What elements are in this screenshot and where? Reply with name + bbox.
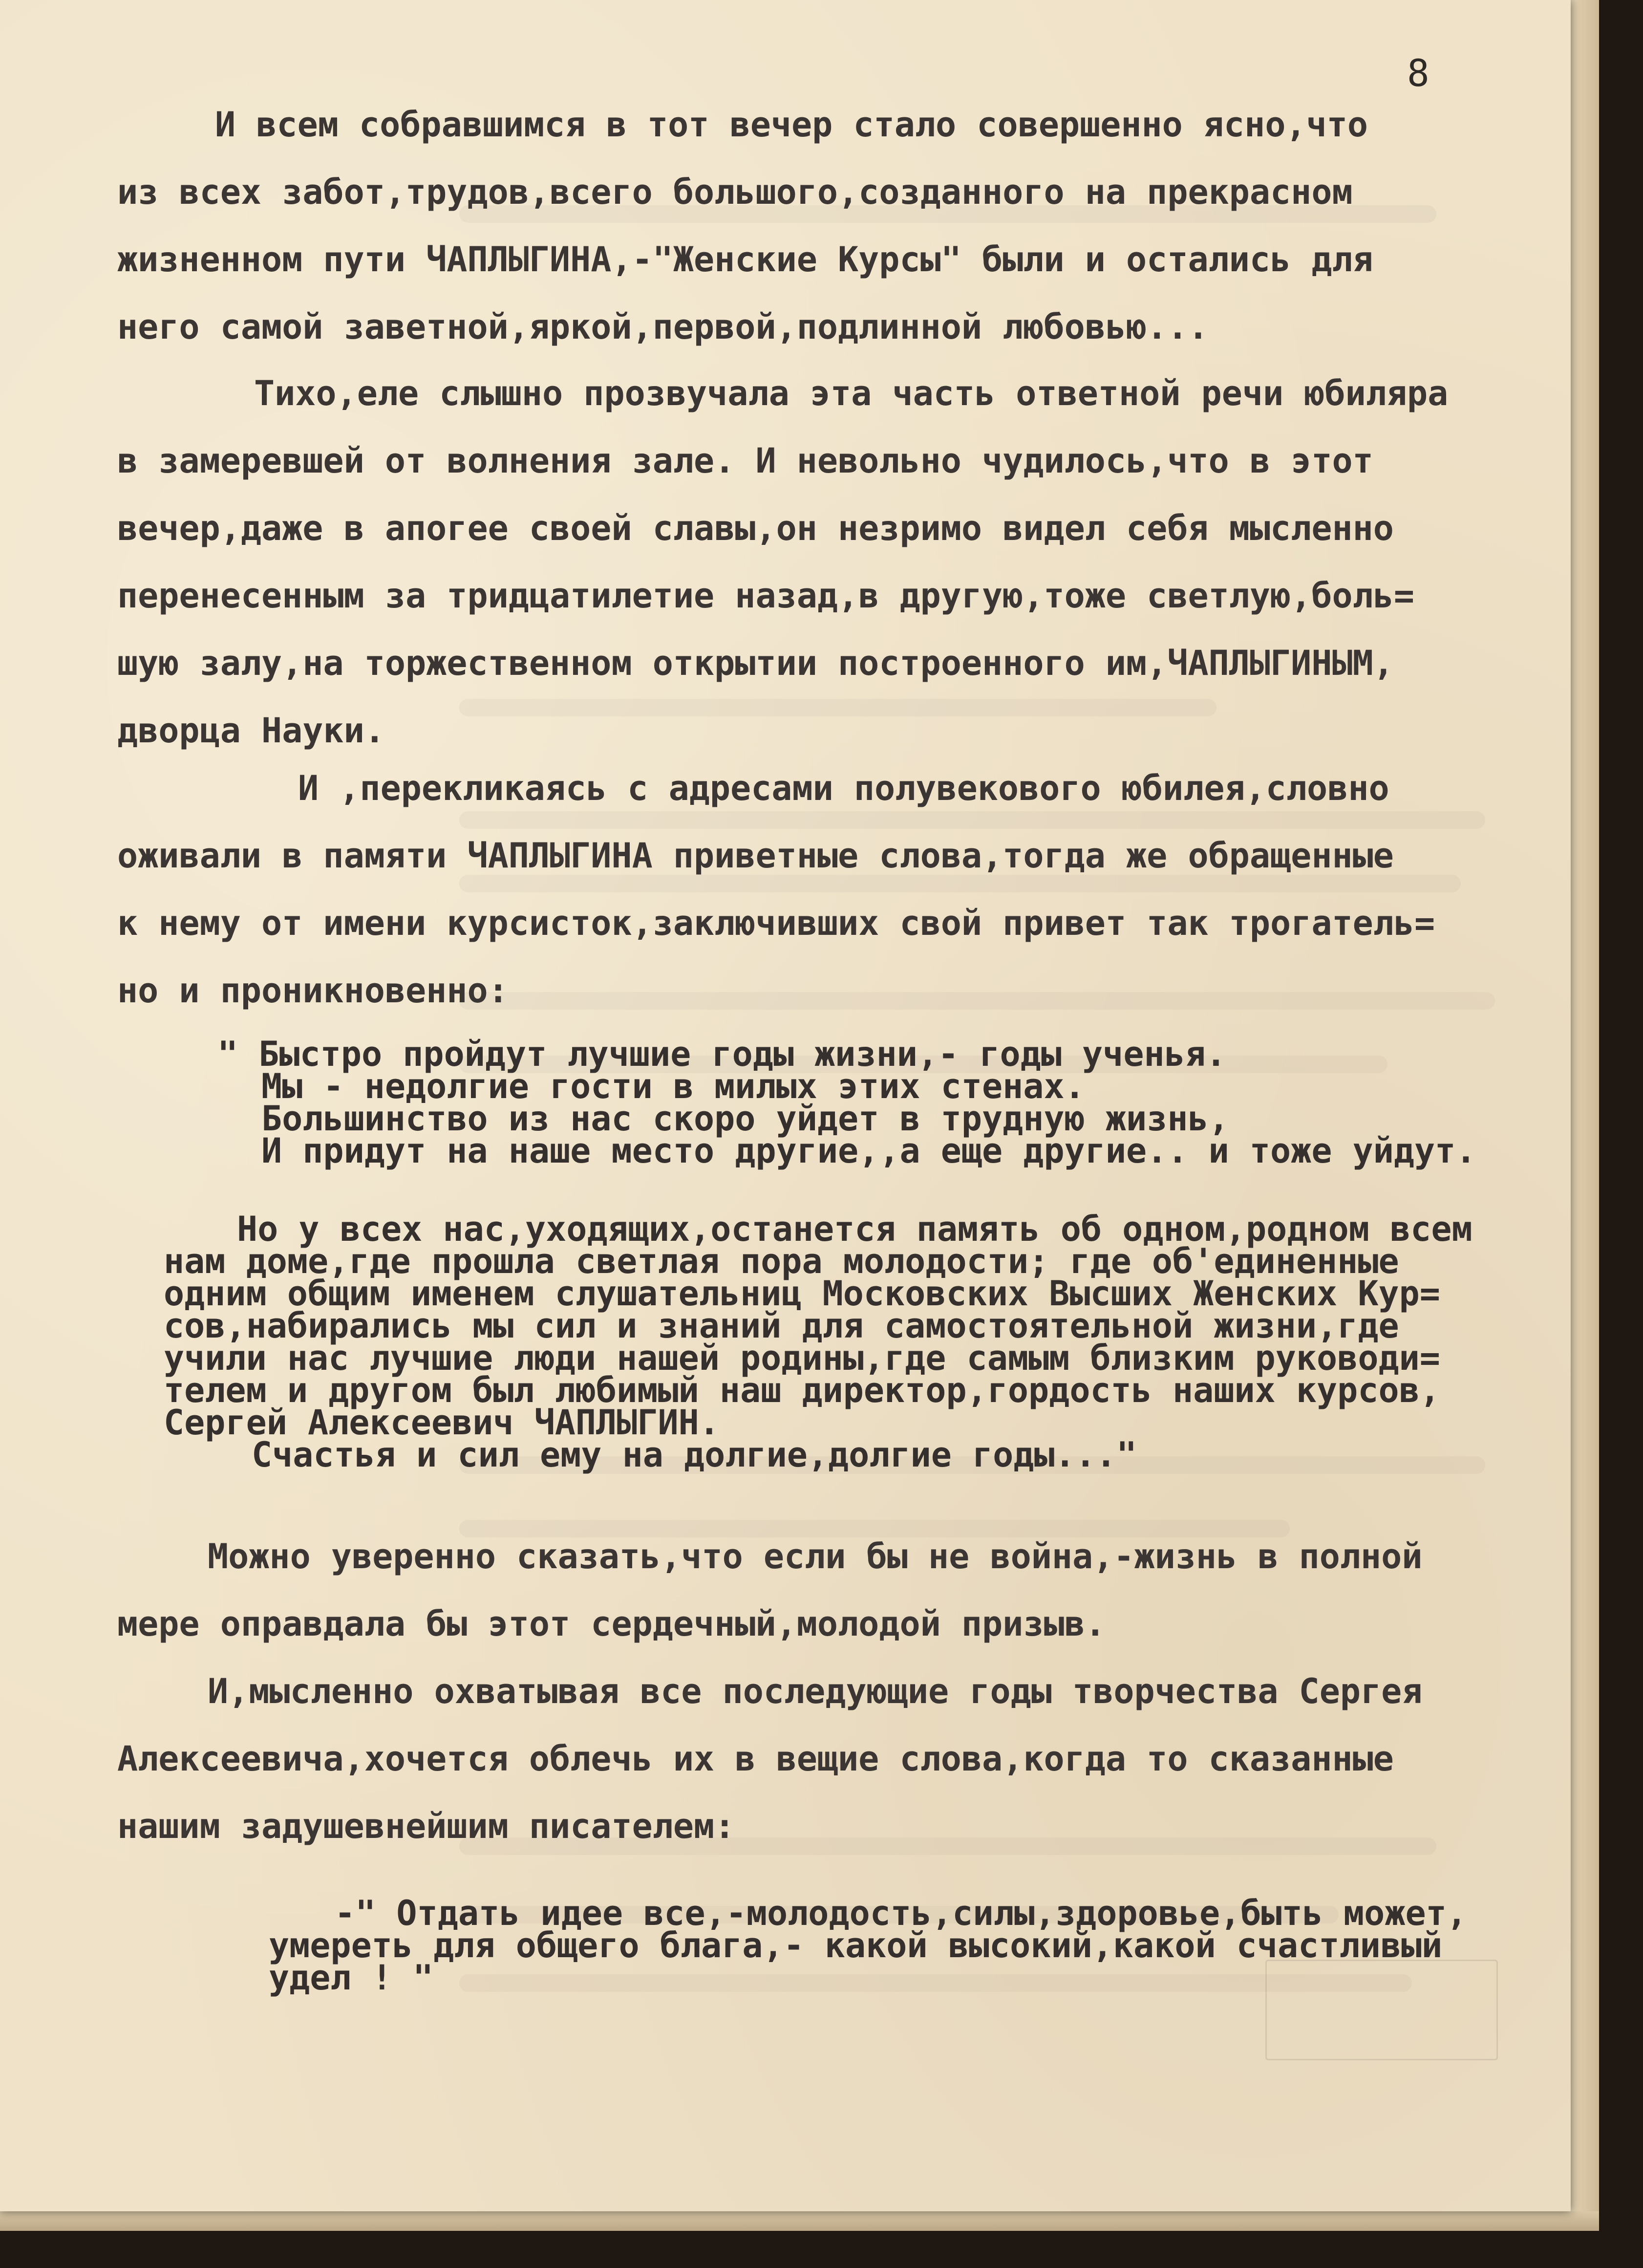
- quote-3-line-3: удел ! ": [269, 1958, 434, 1998]
- paragraph-2-line-1: Тихо,еле слышно прозвучала эта часть ответной речи юбиляра: [254, 373, 1449, 413]
- quote-2-line-8: Счастья и сил ему на долгие,долгие годы...": [252, 1435, 1137, 1475]
- paragraph-1-line-4: него самой заветной,яркой,первой,подлинной любовью...: [117, 307, 1209, 347]
- paragraph-2-line-5: шую залу,на торжественном открытии построенного им,ЧАПЛЫГИНЫМ,: [117, 643, 1394, 683]
- quote-3-line-1: -" Отдать идее все,-молодость,силы,здоровье,быть может,: [335, 1893, 1467, 1933]
- paragraph-2-line-4: перенесенным за тридцатилетие назад,в другую,тоже светлую,боль=: [117, 576, 1415, 616]
- page-edge-bottom: [0, 2211, 1599, 2231]
- paragraph-3-line-2: оживали в памяти ЧАПЛЫГИНА приветные слова,тогда же обращенные: [117, 836, 1394, 876]
- paragraph-3-line-3: к нему от имени курсисток,заключивших свой привет так трогатель=: [117, 903, 1435, 943]
- quote-2-line-7: Сергей Алексеевич ЧАПЛЫГИН.: [164, 1403, 720, 1443]
- paragraph-2-line-2: в замеревшей от волнения зале. И невольно чудилось,что в этот: [117, 441, 1373, 481]
- quote-2-line-4: сов,набирались мы сил и знаний для самостоятельной жизни,где: [164, 1306, 1399, 1346]
- paragraph-5-line-2: Алексеевича,хочется облечь их в вещие слова,когда то сказанные: [117, 1739, 1394, 1779]
- paragraph-3-line-1: И ,перекликаясь с адресами полувекового юбилея,словно: [298, 768, 1389, 808]
- page-number: 8: [1407, 51, 1430, 95]
- paragraph-5-line-1: И,мысленно охватывая все последующие годы творчества Сергея: [208, 1671, 1423, 1711]
- quote-2-line-2: нам доме,где прошла светлая пора молодости; где об'единенные: [164, 1241, 1399, 1281]
- page-edge-right: [1571, 0, 1599, 2228]
- quote-2-line-1: Но у всех нас,уходящих,останется память об одном,родном всем: [237, 1209, 1472, 1249]
- quote-1-line-2: Мы - недолгие гости в милых этих стенах.: [261, 1066, 1085, 1106]
- paragraph-2-line-6: дворца Науки.: [117, 711, 385, 751]
- paragraph-1-line-2: из всех забот,трудов,всего большого,созданного на прекрасном: [117, 172, 1353, 212]
- quote-2-line-5: учили нас лучшие люди нашей родины,где самым близким руководи=: [164, 1338, 1440, 1378]
- quote-1-line-3: Большинство из нас скоро уйдет в трудную жизнь,: [261, 1099, 1229, 1139]
- quote-3-line-2: умереть для общего блага,- какой высокий,какой счастливый: [269, 1925, 1443, 1966]
- quote-2-line-6: телем и другом был любимый наш директор,гордость наших курсов,: [164, 1370, 1440, 1410]
- paragraph-3-line-4: но и проникновенно:: [117, 971, 509, 1011]
- paragraph-5-line-3: нашим задушевнейшим писателем:: [117, 1806, 735, 1846]
- quote-2-line-3: одним общим именем слушательниц Московских Высших Женских Кур=: [164, 1274, 1440, 1314]
- paragraph-2-line-3: вечер,даже в апогее своей славы,он незримо видел себя мысленно: [117, 508, 1394, 548]
- paragraph-1-line-1: И всем собравшимся в тот вечер стало совершенно ясно,что: [215, 105, 1368, 145]
- faint-archive-stamp: [1265, 1960, 1498, 2060]
- paragraph-1-line-3: жизненном пути ЧАПЛЫГИНА,-"Женские Курсы" были и остались для: [117, 239, 1373, 280]
- paragraph-4-line-2: мере оправдала бы этот сердечный,молодой призыв.: [117, 1604, 1106, 1644]
- paragraph-4-line-1: Можно уверенно сказать,что если бы не война,-жизнь в полной: [208, 1536, 1423, 1577]
- quote-1-line-1: " Быстро пройдут лучшие годы жизни,- годы ученья.: [217, 1034, 1227, 1074]
- quote-1-line-4: И придут на наше место другие,,а еще другие.. и тоже уйдут.: [261, 1131, 1476, 1171]
